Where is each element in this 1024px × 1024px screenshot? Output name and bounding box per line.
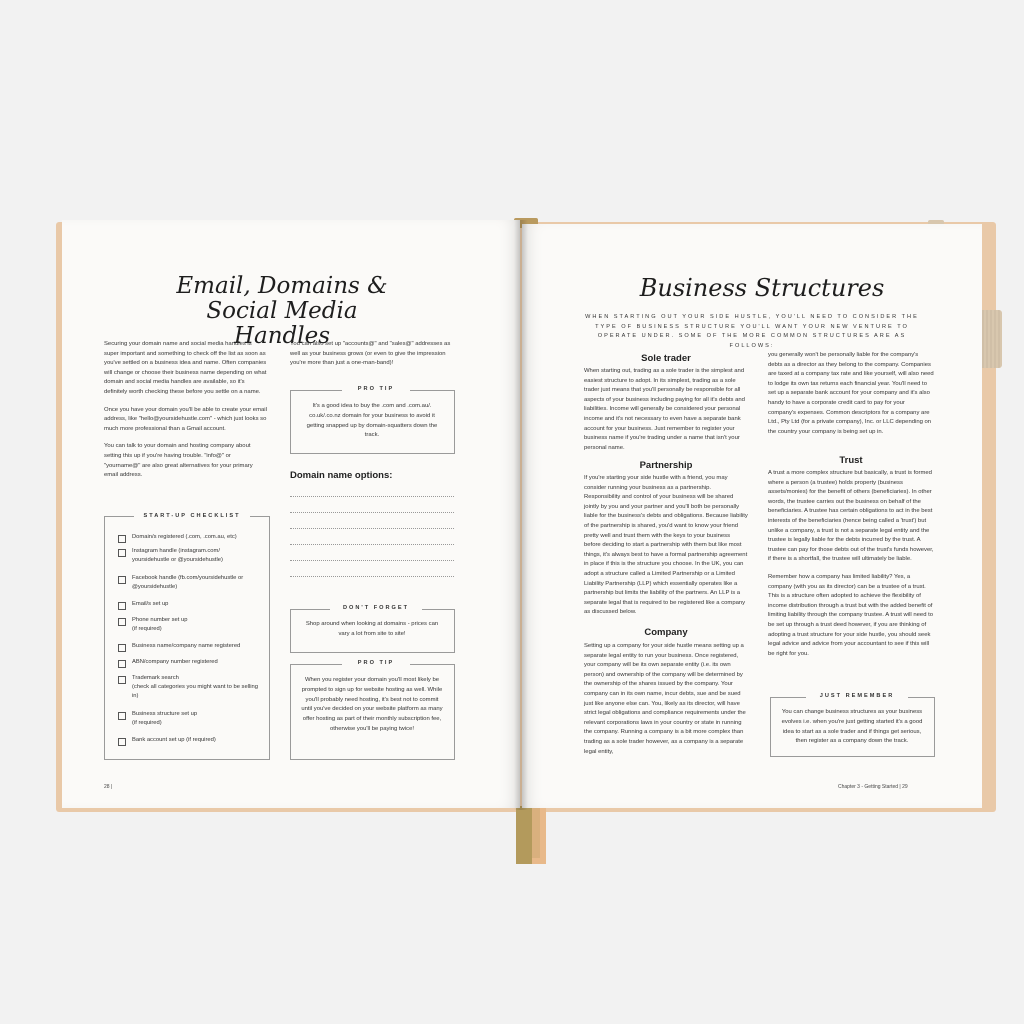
just-remember-title: JUST REMEMBER xyxy=(806,693,908,699)
checkbox[interactable] xyxy=(118,644,126,652)
intro-column xyxy=(104,340,268,489)
checklist-item-line: yoursidehustle or @yoursidehustle) xyxy=(132,557,223,563)
sole-trader-text: When starting out, trading as a sole trader is the simplest and easiest structure to adopt. In its simplest, trading as a sole trader just means that you'll personally be responsible for all aspects of your business including paying for all it's debts and liabilities. Income will generally be considered your personal income and it's not necessary to even have a separate bank account for your business. Just remember to register your business name if you're trading under a name that isn't your personal name. xyxy=(584,368,745,451)
checklist-item-text xyxy=(132,658,218,668)
company-text: Setting up a company for your side hustle means setting up a separate legal entity to run your business. Once registered, your company will be its own separate entity (i.e. its own person) and ownership of the company will be determined by the ownership of the shares issued by the company. Your company can in its own name, incur debts, sue and be sued just like anyone else can. You, likely as its director, will have strict legal obligations and compliance requirements under the relevant corporations laws in your country or state in running the company. Running a company is a bit more complex than trading as a sole trader however, as a company is a separate legal entity, xyxy=(584,643,746,755)
paragraph: Remember how a company has limited liability? Yes, a company (with you as its director) can be a trustee of a trust. This is a structure often adopted to achieve the flexibility of income distribution through a trust but with the added benefit of limiting liability through the company trustee. A trust will need to be set up through a trust deed however, if you are thinking of adopting a trust structure for your side hustle, you should seek legal advice and advice from your accountant to see if this will be right for you. xyxy=(768,573,934,657)
write-line xyxy=(290,528,454,529)
checklist-item-text xyxy=(132,547,223,565)
company-continued: you generally won't be personally liable for the company's debts as a director as they belong to the company. Companies are taxed at a company tax rate and like yourself, will also need to lodge its own tax returns each financial year. You'll need to set up a separate bank account for your company and it's also handy to have a corporate credit card to pay for your company's expenses. Common descriptors for a company are Ltd., Pty Ltd (for a private company), Inc. or LLC depending on the country your company is being set up in. xyxy=(768,352,934,435)
checklist-item-text xyxy=(132,736,216,746)
intro-caps: WHEN STARTING OUT YOUR SIDE HUSTLE, YOU'LL NEED TO CONSIDER THE TYPE OF BUSINESS STRUCTURE YOU'LL WANT YOUR NEW VENTURE TO OPERATE UNDER. SOME OF THE MORE COMMON STRUCTURES ARE AS FOLLOWS: xyxy=(585,314,919,349)
checklist-item xyxy=(118,547,258,565)
page-title: Business Structures xyxy=(639,274,885,302)
checkbox[interactable] xyxy=(118,618,126,626)
book-spine-shadow xyxy=(514,220,528,810)
checklist-item-line: Trademark search xyxy=(132,675,179,681)
title-line-1: Email, Domains & xyxy=(176,273,388,299)
checklist-item-line: (check all categories you might want to be selling in) xyxy=(132,684,258,699)
checklist-item-line: Facebook handle (fb.com/yoursidehustle or xyxy=(132,575,244,581)
title-line-2: Social Media Handles xyxy=(206,298,358,349)
dont-forget-title: DON'T FORGET xyxy=(330,605,422,611)
checkbox[interactable] xyxy=(118,535,126,543)
right-column-intro xyxy=(290,340,458,377)
domain-options-heading: Domain name options: xyxy=(290,470,393,481)
paragraph: Once you have your domain you'll be able to create your email address, like "hello@yoursidehustle.com" - which just looks so much more professional than a Gmail account. xyxy=(104,406,267,432)
paragraph: You can also set up "accounts@" and "sales@" addresses as well as your business grows (or even to give the impression you're more than just a one-man-band)! xyxy=(290,341,451,367)
dont-forget-text: Shop around when looking at domains - prices can vary a lot from site to site! xyxy=(305,621,439,637)
checklist-item xyxy=(118,642,258,652)
checklist-item xyxy=(118,658,258,668)
checklist-item-text xyxy=(132,533,237,543)
checklist-item-line: Instagram handle (instagram.com/ xyxy=(132,548,220,554)
write-line xyxy=(290,512,454,513)
sole-trader-heading: Sole trader xyxy=(641,353,691,364)
just-remember-text: You can change business structures as your business evolves i.e. when you're just getting started it's a good idea to start as a sole trader and if things get serious, then register as a company down the track. xyxy=(781,709,923,745)
checkbox[interactable] xyxy=(118,549,126,557)
checkbox[interactable] xyxy=(118,602,126,610)
checklist-item-text xyxy=(132,674,258,701)
checkbox[interactable] xyxy=(118,576,126,584)
checklist-item-line: Business structure set up xyxy=(132,711,198,717)
paragraph: You can talk to your domain and hosting company about setting this up if you're having trouble. "info@" or "yourname@" are also great alternatives for your primary email address. xyxy=(104,443,253,479)
checkbox[interactable] xyxy=(118,676,126,684)
checklist-item-line: @yoursidehustle) xyxy=(132,584,178,590)
pro-tip-title-2: PRO TIP xyxy=(342,660,410,666)
checklist-item-text xyxy=(132,710,197,728)
right-page xyxy=(522,224,982,808)
page-number-left: 28 | xyxy=(104,784,113,790)
checklist-item-line: ABN/company number registered xyxy=(132,659,218,665)
page-title xyxy=(162,274,402,349)
checklist-item-text xyxy=(132,642,240,652)
checkbox[interactable] xyxy=(118,660,126,668)
checklist-item xyxy=(118,674,258,701)
pro-tip-text-2: When you register your domain you'll most likely be prompted to sign up for website hosting as well. While you'll probably need hosting, it's best not to commit until you've decided on your website platform as many offer hosting as part of their monthly subscription fee, otherwise you'll be paying twice! xyxy=(301,677,443,732)
company-heading: Company xyxy=(644,627,688,638)
checklist-item xyxy=(118,600,258,610)
page-footer-right: Chapter 3 - Getting Started | 29 xyxy=(838,784,908,790)
paragraph: A trust a more complex structure but basically, a trust is formed where a person (a trustee) holds property (business assets/monies) for the benefit of others (beneficiaries). In other words, the trustee carries out the business on behalf of the beneficiaries. A trustee has certain obligations to act in the best interests of the beneficiaries (hence being called a 'trust') but unlike a company, a trust is not a separate legal entity and the trustee is legally liable for the debts incurred by the trust. A trustee can pay for those debts out of the trust's funds however, if there is a shortfall, the trustee will ultimately be liable. xyxy=(768,470,934,563)
write-line xyxy=(290,544,454,545)
checklist-item xyxy=(118,736,258,746)
checklist-item-line: Phone number set up xyxy=(132,617,188,623)
left-page xyxy=(62,220,520,808)
checklist-item-line: (if required) xyxy=(132,626,162,632)
write-line xyxy=(290,496,454,497)
checklist-item-line: Domain/s registered (.com, .com.au, etc) xyxy=(132,534,237,540)
trust-text xyxy=(768,469,934,667)
checklist-item xyxy=(118,710,258,728)
write-line xyxy=(290,576,454,577)
checklist-title: START-UP CHECKLIST xyxy=(134,513,250,519)
checklist-item-line: Email/s set up xyxy=(132,601,169,607)
checklist-item-line: (if required) xyxy=(132,720,162,726)
checklist-item-text xyxy=(132,600,168,610)
checklist-item-line: Business name/company name registered xyxy=(132,643,241,649)
checklist-item xyxy=(118,574,258,592)
checklist-item xyxy=(118,533,258,543)
checklist-item-text xyxy=(132,616,187,634)
paragraph: Securing your domain name and social media handles is super important and something to check off the list as soon as you've settled on a business idea and name. Often companies will change or choose their business name depending on what domain and social media handles are available, so it's definitely worth checking these before you settle on a name. xyxy=(104,341,267,395)
trust-heading: Trust xyxy=(839,455,863,466)
checkbox[interactable] xyxy=(118,712,126,720)
write-line xyxy=(290,560,454,561)
checklist-item xyxy=(118,616,258,634)
ribbon-bookmark-gold xyxy=(516,806,532,864)
checkbox[interactable] xyxy=(118,738,126,746)
checklist-item-text xyxy=(132,574,243,592)
partnership-text: If you're starting your side hustle with a friend, you may consider running your business as a partnership. Responsibility and control of your business will be shared jointly by you and your partner and you'll both be personally liable for the business's debts and obligations. Because liability of the partnership is shared, you'd want to know your friend pretty well and trust them with the keys to your business before deciding to start a partnership with them but like most things, it's always best to have a formal partnership agreement in place if this is the structure you choose. In the UK, you can adopt a structure called a Limited Partnership or a Limited Liability Partnership (LLP) which essentially operates like a partnership but limits the liability of the partners. An LLP is a separate legal that is required to be registered like a company as discussed below. xyxy=(584,475,748,616)
pro-tip-title: PRO TIP xyxy=(342,386,410,392)
pro-tip-text: It's a good idea to buy the .com and .com.au/. co.uk/.co.nz domain for your business to avoid it getting snapped up by domain-squatters down the track. xyxy=(306,403,438,439)
checklist-item-line: Bank account set up (if required) xyxy=(132,737,216,743)
partnership-heading: Partnership xyxy=(639,460,693,471)
